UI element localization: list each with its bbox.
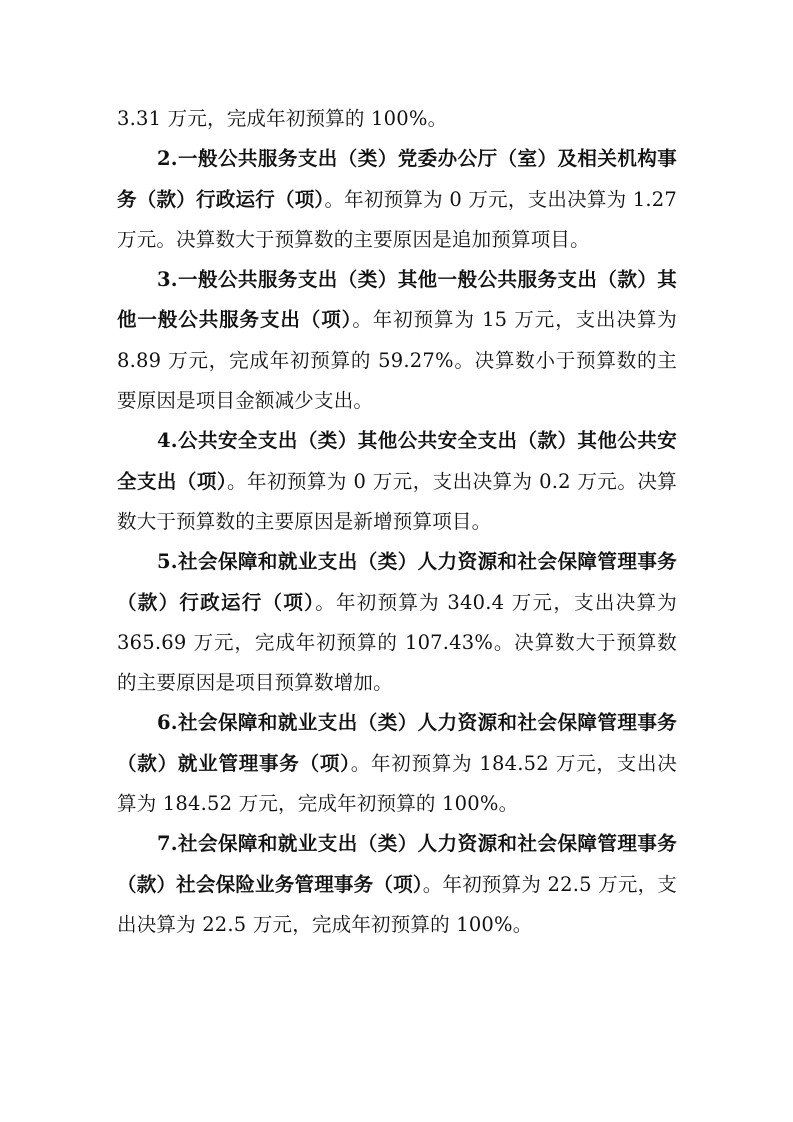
paragraph-heading: 3.一般公共服务支出（类）其他一般公共服务支出（款）其他一般公共服务支出（项） [117,268,677,332]
paragraph-item-2 [117,139,677,260]
paragraph-text: 。年初预算为 22.5 万元，支出决算为 22.5 万元，完成年初预算的 100%。 [117,872,677,936]
paragraph-text: 。年初预算为 0 万元，支出决算为 1.27 万元。决算数大于预算数的主要原因是追加预算项目。 [117,187,677,251]
paragraph-heading: 2.一般公共服务支出（类）党委办公厅（室）及相关机构事务（款）行政运行（项） [117,147,677,211]
paragraph-heading: 7.社会保障和就业支出（类）人力资源和社会保障管理事务（款）社会保险业务管理事务（项） [117,832,677,896]
paragraph-text: 3.31 万元，完成年初预算的 100%。 [117,107,448,130]
paragraph-heading: 4.公共安全支出（类）其他公共安全支出（款）其他公共安全支出（项） [117,429,677,493]
paragraph-item-4 [117,421,677,542]
paragraph-item-7 [117,824,677,945]
paragraph-item-3 [117,260,677,421]
paragraph-continuation [117,99,677,139]
paragraph-heading: 6.社会保障和就业支出（类）人力资源和社会保障管理事务（款）就业管理事务（项） [117,711,677,775]
paragraph-item-5 [117,542,677,703]
paragraph-item-6 [117,703,677,824]
paragraph-text: 。年初预算为 0 万元，支出决算为 0.2 万元。决算数大于预算数的主要原因是新增预算项目。 [117,469,677,533]
paragraph-text: 。年初预算为 340.4 万元，支出决算为 365.69 万元，完成年初预算的 107.43%。决算数大于预算数的主要原因是项目预算数增加。 [117,590,677,695]
paragraph-heading: 5.社会保障和就业支出（类）人力资源和社会保障管理事务（款）行政运行（项） [117,550,677,614]
document-body [117,99,677,945]
paragraph-text: 。年初预算为 15 万元，支出决算为 8.89 万元，完成年初预算的 59.27%。决算数小于预算数的主要原因是项目金额减少支出。 [117,308,678,413]
paragraph-text: 。年初预算为 184.52 万元，支出决算为 184.52 万元，完成年初预算的 100%。 [117,751,677,816]
